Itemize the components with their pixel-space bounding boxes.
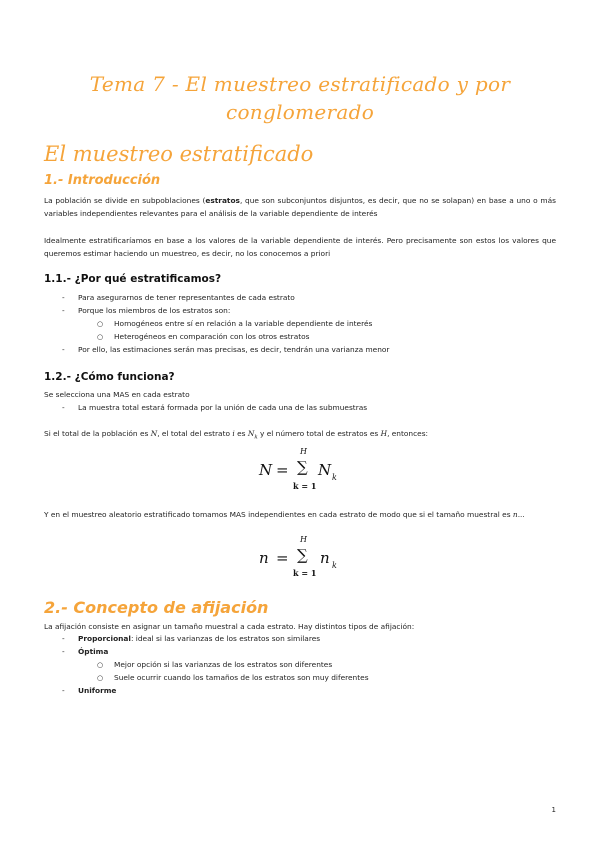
document-page: Tema 7 - El muestreo estratificado y por conglomerado El muestreo estratificado 1.- Introducción La población se divide en subpoblaciones (estratos, que son subconjuntos disjuntos, es decir, que no se solapan) en base a uno o más variables independientes relevantes para el análisis de la variable dependiente de interés Idealmente estratificaríamos en base a los valores de la variable dependiente de interés. Pero precisamente son estos los valores que queremos estimar haciendo un muestreo, es decir, no los conocemos a priori 1.1.- ¿Por qué estratificamos? - Para asegurarnos de tener representantes de cada estrato - Porque los miembros de los estratos son: ○ Homogéneos entre sí en relación a la variable dependiente de interés ○ Heterogéneos en comparación con los otros estratos - Por ello, las estimaciones serán mas precisas, es decir, tendrán una varianza menor 1.2.- ¿Cómo funciona? Se selecciona una MAS en cada estrato - La muestra total estará formada por la unión de cada una de las submuestras Si el total de la población es N, el total del estrato i es $N_k$ y el número total de estratos es H, entonces: H N = ∑ N k k = 1 Y en el muestreo aleatorio estratificado tomamos MAS independientes en cada estrato de modo que si el tamaño muestral es n... H n = ∑ n k k = 1 2.- Concepto de afijación La afijación consiste en asignar un tamaño muestral a cada estrato. Hay distintos tipos de afijación: - Proporcional: ideal si las varianzas de los estratos son similares - Óptima ○ Mejor opción si las varianzas de los estratos son diferentes ○ Suele ocurrir cuando los tamaños de los estratos son muy diferentes - Uniforme 1 <box>0 0 600 848</box>
list-item: Porque los miembros de los estratos son: <box>78 306 231 315</box>
list-item: Óptima <box>78 647 109 656</box>
section-heading-stratified: El muestreo estratificado <box>44 142 314 166</box>
intro-paragraph-2: Idealmente estratificaríamos en base a los valores de la variable dependiente de interés. Pero precisamente son estos los valores que queremos estimar haciendo un muestreo, es decir, no los conocemos a priori <box>44 236 556 258</box>
list-item: Uniforme <box>78 686 117 695</box>
summation-icon: ∑ <box>297 546 308 564</box>
dash-bullet: - <box>62 306 65 315</box>
circle-bullet-icon: ○ <box>97 674 104 682</box>
how-heading: 1.2.- ¿Cómo funciona? <box>44 371 175 383</box>
circle-bullet-icon: ○ <box>97 661 104 669</box>
list-item: La muestra total estará formada por la unión de cada una de las submuestras <box>78 403 368 412</box>
list-item: Para asegurarnos de tener representantes de cada estrato <box>78 293 295 302</box>
affixation-heading: 2.- Concepto de afijación <box>44 598 269 617</box>
dash-bullet: - <box>62 686 65 695</box>
dash-bullet: - <box>62 403 65 412</box>
circle-bullet-icon: ○ <box>97 320 104 328</box>
why-heading: 1.1.- ¿Por qué estratificamos? <box>44 273 222 285</box>
dash-bullet: - <box>62 634 65 643</box>
intro-paragraph-1: La población se divide en subpoblaciones (estratos, que son subconjuntos disjuntos, es decir, que no se solapan) en base a uno o más variables independientes relevantes para el análisis de la variable dependiente de interés <box>44 196 557 218</box>
list-item: Por ello, las estimaciones serán mas precisas, es decir, tendrán una varianza menor <box>78 345 390 354</box>
list-item: Proporcional: ideal si las varianzas de los estratos son similares <box>78 634 321 643</box>
dash-bullet: - <box>62 345 65 354</box>
summation-icon: ∑ <box>297 458 308 476</box>
list-item: Homogéneos entre sí en relación a la variable dependiente de interés <box>114 319 373 328</box>
list-item: Heterogéneos en comparación con los otros estratos <box>114 332 310 341</box>
circle-bullet-icon: ○ <box>97 333 104 341</box>
page-number: 1 <box>551 806 556 814</box>
document-title: Tema 7 - El muestreo estratificado y por conglomerado <box>89 72 511 124</box>
list-item: Mejor opción si las varianzas de los estratos son diferentes <box>114 660 333 669</box>
how-line-2: Si el total de la población es N, el total del estrato i es $N_k$ y el número total de estratos es H, entonces: <box>44 429 429 441</box>
intro-heading: 1.- Introducción <box>44 173 161 188</box>
dash-bullet: - <box>62 293 65 302</box>
dash-bullet: - <box>62 647 65 656</box>
how-line-1: Se selecciona una MAS en cada estrato <box>44 390 190 399</box>
affixation-intro: La afijación consiste en asignar un tamaño muestral a cada estrato. Hay distintos tipos de afijación: <box>44 622 415 631</box>
list-item: Suele ocurrir cuando los tamaños de los estratos son muy diferentes <box>114 673 369 682</box>
how-line-3: Y en el muestreo aleatorio estratificado tomamos MAS independientes en cada estrato de modo que si el tamaño muestral es n... <box>44 510 525 519</box>
